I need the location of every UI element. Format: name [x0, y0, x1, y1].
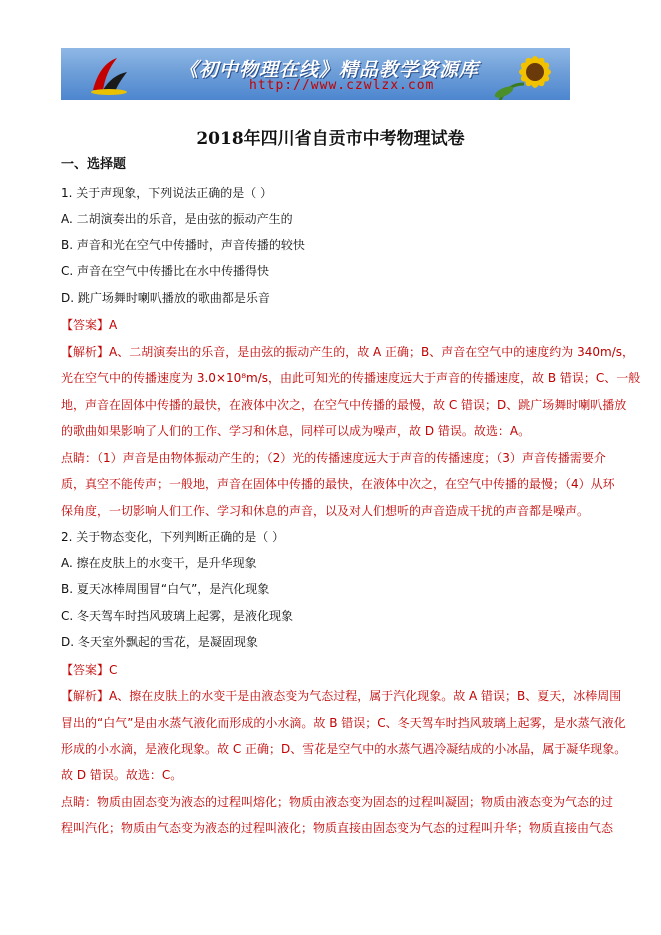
- q2-analysis-line: 形成的小水滴，是液化现象。故 C 正确；D、雪花是空气中的水蒸气遇冷凝结成的小冰晶，属于凝华现象。: [61, 742, 627, 756]
- q1-tip-line: 点睛：（1）声音是由物体振动产生的；（2）光的传播速度远大于声音的传播速度；（3）声音传播需要介: [61, 451, 606, 465]
- q1-option-c: C. 声音在空气中传播比在水中传播得快: [61, 264, 270, 278]
- q2-tip-line: 点睛：物质由固态变为液态的过程叫熔化；物质由液态变为固态的过程叫凝固；物质由液态变为气态的过: [61, 795, 614, 809]
- q1-analysis-line: 【解析】A、二胡演奏出的乐音，是由弦的振动产生的，故 A 正确；B、声音在空气中的速度约为 340m/s，: [61, 345, 634, 359]
- site-logo-icon: [87, 54, 131, 96]
- q1-stem: 1. 关于声现象，下列说法正确的是（ ）: [61, 186, 273, 200]
- q2-analysis-line: 【解析】A、擦在皮肤上的水变干是由液态变为气态过程，属于汽化现象。故 A 错误；B、夏天，冰棒周围: [61, 689, 622, 703]
- q1-tip-line: 质，真空不能传声；一般地，声音在固体中传播的最快，在液体中次之，在空气中传播的最慢；（4）从环: [61, 477, 615, 491]
- q1-option-b: B. 声音和光在空气中传播时，声音传播的较快: [61, 238, 305, 252]
- q1-analysis-line: 光在空气中的传播速度为 3.0×10⁸m/s，由此可知光的传播速度远大于声音的传播速度，故 B 错误；C、一般: [61, 371, 641, 385]
- q2-option-d: D. 冬天室外飘起的雪花，是凝固现象: [61, 635, 258, 649]
- sunflower-icon: [480, 48, 570, 100]
- q2-analysis-line: 故 D 错误。故选：C。: [61, 768, 183, 782]
- q1-analysis-line: 地，声音在固体中传播的最快，在液体中次之，在空气中传播的最慢，故 C 错误；D、跳广场舞时喇叭播放: [61, 398, 627, 412]
- section-heading: 一、选择题: [61, 157, 127, 172]
- banner-url[interactable]: http://www.czwlzx.com: [249, 78, 435, 93]
- q1-answer: 【答案】A: [61, 318, 118, 332]
- q2-option-b: B. 夏天冰棒周围冒“白气”，是汽化现象: [61, 582, 270, 596]
- q2-tip-line: 程叫汽化；物质由气态变为液态的过程叫液化；物质直接由固态变为气态的过程叫升华；物质直接由气态: [61, 821, 614, 835]
- q2-option-c: C. 冬天驾车时挡风玻璃上起雾，是液化现象: [61, 609, 294, 623]
- q1-option-d: D. 跳广场舞时喇叭播放的歌曲都是乐音: [61, 291, 270, 305]
- q2-analysis-line: 冒出的“白气”是由水蒸气液化而形成的小水滴。故 B 错误；C、冬天驾车时挡风玻璃上起雾，是水蒸气液化: [61, 716, 626, 730]
- q2-stem: 2. 关于物态变化，下列判断正确的是（ ）: [61, 530, 285, 544]
- q2-answer: 【答案】C: [61, 663, 118, 677]
- document-title: 2018年四川省自贡市中考物理试卷: [196, 129, 465, 149]
- header-banner: [61, 48, 570, 100]
- q1-tip-line: 保角度，一切影响人们工作、学习和休息的声音，以及对人们想听的声音造成干扰的声音都是噪声。: [61, 504, 590, 518]
- q1-analysis-line: 的歌曲如果影响了人们的工作、学习和休息，同样可以成为噪声，故 D 错误。故选：A。: [61, 424, 531, 438]
- q1-option-a: A. 二胡演奏出的乐音，是由弦的振动产生的: [61, 212, 293, 226]
- q2-option-a: A. 擦在皮肤上的水变干，是升华现象: [61, 556, 257, 570]
- banner-title: 《初中物理在线》精品教学资源库: [179, 59, 480, 81]
